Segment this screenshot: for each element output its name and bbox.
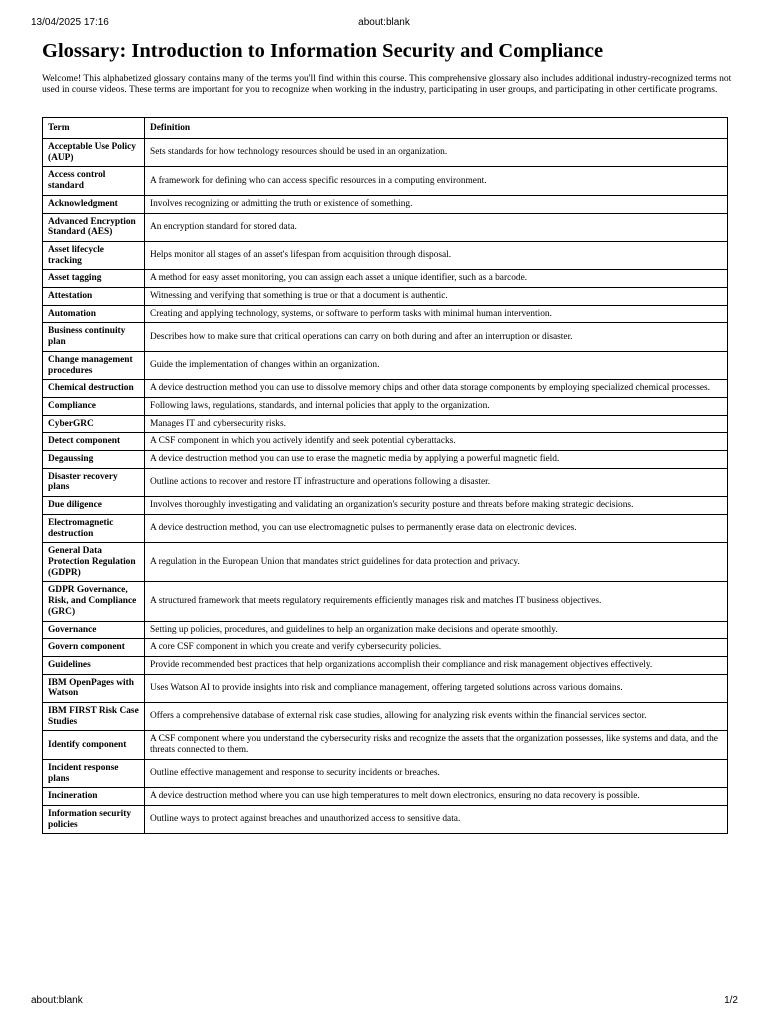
definition-cell: A device destruction method you can use to erase the magnetic media by applying a powerful magnetic field. — [145, 451, 728, 469]
table-row — [43, 213, 728, 241]
definition-cell: Helps monitor all stages of an asset's lifespan from acquisition through disposal. — [145, 241, 728, 269]
term-cell: Chemical destruction — [43, 380, 145, 398]
definition-cell: Outline actions to recover and restore IT infrastructure and operations following a disaster. — [145, 468, 728, 496]
term-cell: Incident response plans — [43, 759, 145, 787]
term-cell: Due diligence — [43, 497, 145, 515]
term-cell: Advanced Encryption Standard (AES) — [43, 213, 145, 241]
term-cell: Disaster recovery plans — [43, 468, 145, 496]
definition-cell: A framework for defining who can access specific resources in a computing environment. — [145, 167, 728, 195]
term-cell: Business continuity plan — [43, 323, 145, 351]
term-cell: Automation — [43, 305, 145, 323]
definition-cell: Involves recognizing or admitting the truth or existence of something. — [145, 195, 728, 213]
term-cell: GDPR Governance, Risk, and Compliance (GRC) — [43, 582, 145, 621]
definition-cell: A CSF component where you understand the cybersecurity risks and recognize the assets that the organization possesses, like systems and data, and the threats connected to them. — [145, 731, 728, 759]
definition-cell: A structured framework that meets regulatory requirements efficiently manages risk and matches IT business objectives. — [145, 582, 728, 621]
definition-cell: Offers a comprehensive database of external risk case studies, allowing for analyzing risk events within the financial services sector. — [145, 703, 728, 731]
definition-cell: Guide the implementation of changes within an organization. — [145, 351, 728, 379]
table-row — [43, 621, 728, 639]
term-cell: Electromagnetic destruction — [43, 514, 145, 542]
table-row — [43, 167, 728, 195]
definition-cell: An encryption standard for stored data. — [145, 213, 728, 241]
table-row — [43, 323, 728, 351]
term-cell: General Data Protection Regulation (GDPR) — [43, 543, 145, 582]
table-row — [43, 543, 728, 582]
table-row — [43, 582, 728, 621]
definition-cell: A method for easy asset monitoring, you can assign each asset a unique identifier, such as a barcode. — [145, 270, 728, 288]
definition-cell: A device destruction method you can use to dissolve memory chips and other data storage components by employing specialized chemical processes. — [145, 380, 728, 398]
definition-cell: Sets standards for how technology resources should be used in an organization. — [145, 139, 728, 167]
term-cell: Detect component — [43, 433, 145, 451]
table-row — [43, 305, 728, 323]
definition-cell: A core CSF component in which you create and verify cybersecurity policies. — [145, 639, 728, 657]
table-row — [43, 270, 728, 288]
table-row — [43, 674, 728, 702]
print-datetime: 13/04/2025 17:16 — [31, 17, 109, 28]
term-cell: Attestation — [43, 288, 145, 306]
term-cell: Govern component — [43, 639, 145, 657]
definition-cell: Uses Watson AI to provide insights into risk and compliance management, offering targeted solutions across various domains. — [145, 674, 728, 702]
header-term: Term — [43, 118, 145, 139]
table-row — [43, 139, 728, 167]
table-row — [43, 241, 728, 269]
glossary-body — [43, 139, 728, 834]
table-header-row — [43, 118, 728, 139]
definition-cell: Outline ways to protect against breaches and unauthorized access to sensitive data. — [145, 805, 728, 833]
header-definition: Definition — [145, 118, 728, 139]
glossary-table — [42, 117, 728, 834]
definition-cell: Creating and applying technology, systems, or software to perform tasks with minimal human intervention. — [145, 305, 728, 323]
table-row — [43, 497, 728, 515]
term-cell: Acceptable Use Policy (AUP) — [43, 139, 145, 167]
term-cell: Access control standard — [43, 167, 145, 195]
term-cell: Incineration — [43, 788, 145, 806]
table-row — [43, 656, 728, 674]
term-cell: IBM OpenPages with Watson — [43, 674, 145, 702]
definition-cell: Describes how to make sure that critical operations can carry on both during and after an interruption or disaster. — [145, 323, 728, 351]
table-row — [43, 788, 728, 806]
table-row — [43, 805, 728, 833]
table-row — [43, 288, 728, 306]
table-row — [43, 703, 728, 731]
term-cell: Asset tagging — [43, 270, 145, 288]
definition-cell: A regulation in the European Union that mandates strict guidelines for data protection and privacy. — [145, 543, 728, 582]
term-cell: Information security policies — [43, 805, 145, 833]
term-cell: IBM FIRST Risk Case Studies — [43, 703, 145, 731]
definition-cell: A device destruction method, you can use electromagnetic pulses to permanently erase data on electronic devices. — [145, 514, 728, 542]
term-cell: Acknowledgment — [43, 195, 145, 213]
term-cell: Asset lifecycle tracking — [43, 241, 145, 269]
print-footer-url: about:blank — [31, 995, 83, 1006]
term-cell: Governance — [43, 621, 145, 639]
table-row — [43, 397, 728, 415]
table-row — [43, 351, 728, 379]
page-number: 1/2 — [724, 995, 738, 1006]
term-cell: Guidelines — [43, 656, 145, 674]
term-cell: Compliance — [43, 397, 145, 415]
table-row — [43, 195, 728, 213]
definition-cell: A CSF component in which you actively identify and seek potential cyberattacks. — [145, 433, 728, 451]
print-header-url: about:blank — [358, 17, 410, 28]
table-row — [43, 759, 728, 787]
term-cell: Change management procedures — [43, 351, 145, 379]
table-row — [43, 514, 728, 542]
print-footer — [0, 995, 768, 1009]
table-row — [43, 639, 728, 657]
page-title: Glossary: Introduction to Information Security and Compliance — [42, 40, 604, 62]
table-row — [43, 433, 728, 451]
term-cell: Identify component — [43, 731, 145, 759]
definition-cell: Involves thoroughly investigating and validating an organization's security posture and threats before making strategic decisions. — [145, 497, 728, 515]
table-row — [43, 731, 728, 759]
definition-cell: Witnessing and verifying that something is true or that a document is authentic. — [145, 288, 728, 306]
table-row — [43, 468, 728, 496]
definition-cell: Setting up policies, procedures, and guidelines to help an organization make decisions and operate smoothly. — [145, 621, 728, 639]
term-cell: Degaussing — [43, 451, 145, 469]
definition-cell: A device destruction method where you can use high temperatures to melt down electronics, ensuring no data recovery is possible. — [145, 788, 728, 806]
table-row — [43, 415, 728, 433]
table-row — [43, 380, 728, 398]
definition-cell: Outline effective management and response to security incidents or breaches. — [145, 759, 728, 787]
print-header — [0, 17, 768, 31]
definition-cell: Following laws, regulations, standards, and internal policies that apply to the organization. — [145, 397, 728, 415]
definition-cell: Provide recommended best practices that help organizations accomplish their compliance and risk management objectives effectively. — [145, 656, 728, 674]
term-cell: CyberGRC — [43, 415, 145, 433]
definition-cell: Manages IT and cybersecurity risks. — [145, 415, 728, 433]
intro-paragraph: Welcome! This alphabetized glossary contains many of the terms you'll find within this course. This comprehensive glossary also includes additional industry-recognized terms not used in course videos. These terms are important for you to recognize when working in the industry, participating in user groups, and participating in other certificate programs. — [42, 73, 732, 96]
table-row — [43, 451, 728, 469]
